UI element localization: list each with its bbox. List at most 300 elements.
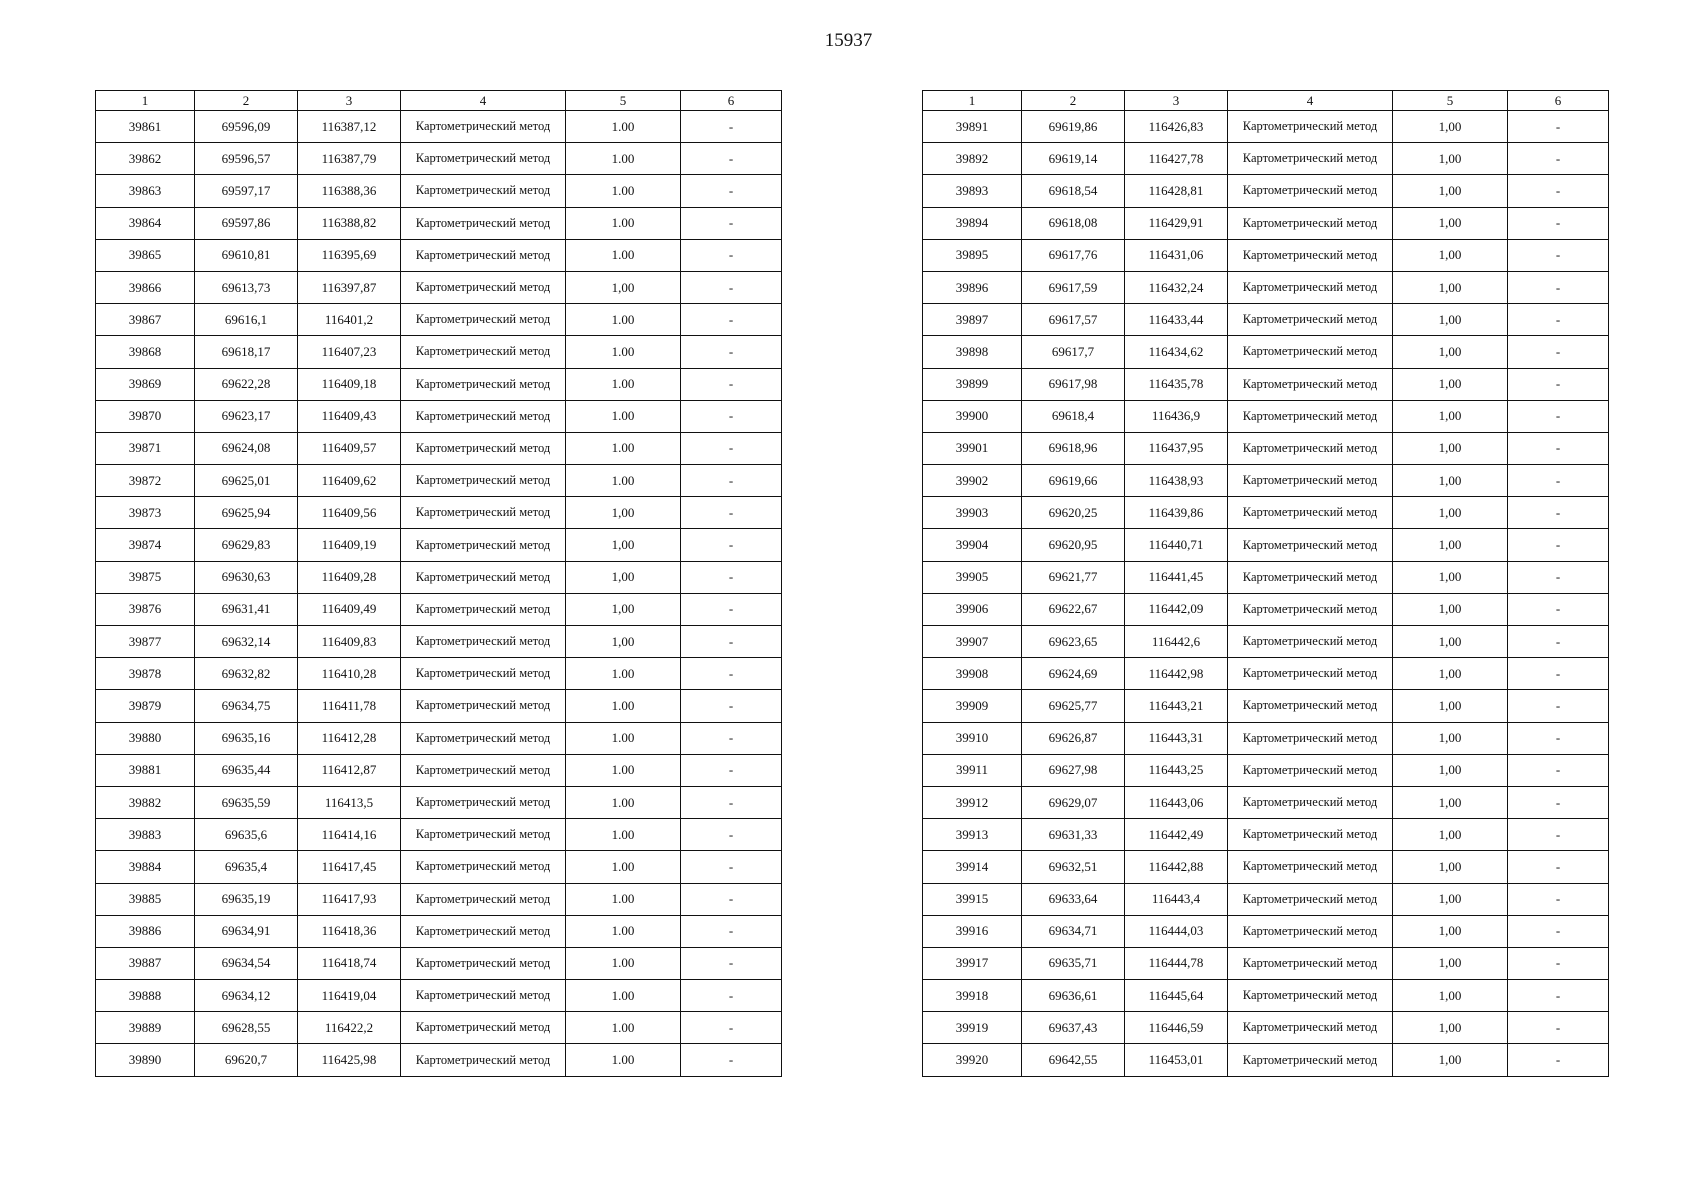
accuracy-cell: 1,00 — [1393, 561, 1508, 593]
y-coordinate-cell: 116410,28 — [298, 658, 401, 690]
note-cell: - — [681, 1012, 782, 1044]
note-cell: - — [681, 851, 782, 883]
point-number-cell: 39902 — [923, 465, 1022, 497]
y-coordinate-cell: 116422,2 — [298, 1012, 401, 1044]
point-number-cell: 39866 — [96, 271, 195, 303]
table-row — [96, 658, 782, 690]
method-cell: Картометрический метод — [401, 400, 566, 432]
accuracy-cell: 1,00 — [566, 497, 681, 529]
table-row — [96, 980, 782, 1012]
method-cell: Картометрический метод — [401, 819, 566, 851]
accuracy-cell: 1.00 — [566, 754, 681, 786]
table-row — [923, 947, 1609, 979]
table-row — [96, 593, 782, 625]
method-cell: Картометрический метод — [1228, 111, 1393, 143]
table-row — [923, 271, 1609, 303]
point-number-cell: 39900 — [923, 400, 1022, 432]
point-number-cell: 39874 — [96, 529, 195, 561]
column-header-4: 4 — [401, 91, 566, 111]
note-cell: - — [1508, 722, 1609, 754]
point-number-cell: 39862 — [96, 143, 195, 175]
y-coordinate-cell: 116417,93 — [298, 883, 401, 915]
table-row — [923, 497, 1609, 529]
y-coordinate-cell: 116395,69 — [298, 239, 401, 271]
table-row — [96, 368, 782, 400]
method-cell: Картометрический метод — [1228, 497, 1393, 529]
method-cell: Картометрический метод — [401, 336, 566, 368]
accuracy-cell: 1,00 — [1393, 497, 1508, 529]
method-cell: Картометрический метод — [1228, 239, 1393, 271]
x-coordinate-cell: 69619,86 — [1022, 111, 1125, 143]
x-coordinate-cell: 69618,54 — [1022, 175, 1125, 207]
x-coordinate-cell: 69626,87 — [1022, 722, 1125, 754]
note-cell: - — [681, 947, 782, 979]
table-header-row — [96, 91, 782, 111]
x-coordinate-cell: 69624,08 — [195, 432, 298, 464]
note-cell: - — [681, 432, 782, 464]
y-coordinate-cell: 116453,01 — [1125, 1044, 1228, 1076]
note-cell: - — [681, 754, 782, 786]
method-cell: Картометрический метод — [401, 432, 566, 464]
point-number-cell: 39889 — [96, 1012, 195, 1044]
note-cell: - — [681, 111, 782, 143]
y-coordinate-cell: 116425,98 — [298, 1044, 401, 1076]
point-number-cell: 39891 — [923, 111, 1022, 143]
accuracy-cell: 1,00 — [1393, 754, 1508, 786]
point-number-cell: 39908 — [923, 658, 1022, 690]
method-cell: Картометрический метод — [1228, 143, 1393, 175]
accuracy-cell: 1,00 — [1393, 1012, 1508, 1044]
y-coordinate-cell: 116438,93 — [1125, 465, 1228, 497]
x-coordinate-cell: 69635,6 — [195, 819, 298, 851]
column-header-1: 1 — [923, 91, 1022, 111]
note-cell: - — [1508, 271, 1609, 303]
method-cell: Картометрический метод — [1228, 304, 1393, 336]
point-number-cell: 39875 — [96, 561, 195, 593]
accuracy-cell: 1.00 — [566, 786, 681, 818]
point-number-cell: 39872 — [96, 465, 195, 497]
x-coordinate-cell: 69617,76 — [1022, 239, 1125, 271]
accuracy-cell: 1.00 — [566, 947, 681, 979]
note-cell: - — [681, 819, 782, 851]
method-cell: Картометрический метод — [1228, 432, 1393, 464]
point-number-cell: 39865 — [96, 239, 195, 271]
method-cell: Картометрический метод — [401, 207, 566, 239]
x-coordinate-cell: 69635,16 — [195, 722, 298, 754]
method-cell: Картометрический метод — [1228, 336, 1393, 368]
method-cell: Картометрический метод — [401, 143, 566, 175]
table-row — [96, 883, 782, 915]
x-coordinate-cell: 69635,59 — [195, 786, 298, 818]
point-number-cell: 39895 — [923, 239, 1022, 271]
point-number-cell: 39898 — [923, 336, 1022, 368]
note-cell: - — [1508, 175, 1609, 207]
method-cell: Картометрический метод — [401, 368, 566, 400]
point-number-cell: 39901 — [923, 432, 1022, 464]
method-cell: Картометрический метод — [1228, 593, 1393, 625]
point-number-cell: 39882 — [96, 786, 195, 818]
x-coordinate-cell: 69619,14 — [1022, 143, 1125, 175]
x-coordinate-cell: 69618,4 — [1022, 400, 1125, 432]
point-number-cell: 39899 — [923, 368, 1022, 400]
x-coordinate-cell: 69596,57 — [195, 143, 298, 175]
x-coordinate-cell: 69620,95 — [1022, 529, 1125, 561]
method-cell: Картометрический метод — [1228, 980, 1393, 1012]
table-row — [923, 626, 1609, 658]
point-number-cell: 39873 — [96, 497, 195, 529]
point-number-cell: 39876 — [96, 593, 195, 625]
table-row — [96, 561, 782, 593]
note-cell: - — [1508, 529, 1609, 561]
table-row — [96, 819, 782, 851]
y-coordinate-cell: 116412,28 — [298, 722, 401, 754]
accuracy-cell: 1.00 — [566, 368, 681, 400]
accuracy-cell: 1.00 — [566, 851, 681, 883]
y-coordinate-cell: 116443,4 — [1125, 883, 1228, 915]
method-cell: Картометрический метод — [1228, 529, 1393, 561]
table-row — [923, 819, 1609, 851]
accuracy-cell: 1,00 — [1393, 1044, 1508, 1076]
note-cell: - — [681, 497, 782, 529]
table-row — [96, 432, 782, 464]
point-number-cell: 39879 — [96, 690, 195, 722]
column-header-3: 3 — [1125, 91, 1228, 111]
x-coordinate-cell: 69616,1 — [195, 304, 298, 336]
note-cell: - — [681, 593, 782, 625]
table-row — [96, 239, 782, 271]
table-row — [923, 239, 1609, 271]
accuracy-cell: 1.00 — [566, 175, 681, 207]
point-number-cell: 39909 — [923, 690, 1022, 722]
accuracy-cell: 1.00 — [566, 336, 681, 368]
y-coordinate-cell: 116443,31 — [1125, 722, 1228, 754]
point-number-cell: 39868 — [96, 336, 195, 368]
method-cell: Картометрический метод — [401, 722, 566, 754]
x-coordinate-cell: 69627,98 — [1022, 754, 1125, 786]
accuracy-cell: 1.00 — [566, 239, 681, 271]
accuracy-cell: 1,00 — [566, 561, 681, 593]
note-cell: - — [1508, 304, 1609, 336]
note-cell: - — [1508, 432, 1609, 464]
method-cell: Картометрический метод — [401, 111, 566, 143]
point-number-cell: 39890 — [96, 1044, 195, 1076]
note-cell: - — [681, 465, 782, 497]
table-row — [96, 304, 782, 336]
method-cell: Картометрический метод — [1228, 883, 1393, 915]
table-row — [96, 1044, 782, 1076]
y-coordinate-cell: 116388,82 — [298, 207, 401, 239]
y-coordinate-cell: 116436,9 — [1125, 400, 1228, 432]
point-number-cell: 39919 — [923, 1012, 1022, 1044]
accuracy-cell: 1,00 — [1393, 819, 1508, 851]
x-coordinate-cell: 69617,59 — [1022, 271, 1125, 303]
y-coordinate-cell: 116409,83 — [298, 626, 401, 658]
point-number-cell: 39880 — [96, 722, 195, 754]
y-coordinate-cell: 116435,78 — [1125, 368, 1228, 400]
y-coordinate-cell: 116442,09 — [1125, 593, 1228, 625]
accuracy-cell: 1.00 — [566, 143, 681, 175]
y-coordinate-cell: 116411,78 — [298, 690, 401, 722]
method-cell: Картометрический метод — [1228, 626, 1393, 658]
note-cell: - — [1508, 111, 1609, 143]
note-cell: - — [1508, 336, 1609, 368]
x-coordinate-cell: 69625,01 — [195, 465, 298, 497]
table-row — [923, 304, 1609, 336]
accuracy-cell: 1.00 — [566, 304, 681, 336]
note-cell: - — [1508, 754, 1609, 786]
table-row — [923, 336, 1609, 368]
method-cell: Картометрический метод — [401, 947, 566, 979]
point-number-cell: 39896 — [923, 271, 1022, 303]
table-row — [923, 111, 1609, 143]
note-cell: - — [1508, 626, 1609, 658]
column-header-5: 5 — [566, 91, 681, 111]
method-cell: Картометрический метод — [401, 626, 566, 658]
method-cell: Картометрический метод — [1228, 368, 1393, 400]
method-cell: Картометрический метод — [401, 883, 566, 915]
accuracy-cell: 1.00 — [566, 111, 681, 143]
note-cell: - — [681, 980, 782, 1012]
coordinates-table-left — [95, 90, 782, 1077]
method-cell: Картометрический метод — [1228, 658, 1393, 690]
y-coordinate-cell: 116409,28 — [298, 561, 401, 593]
accuracy-cell: 1.00 — [566, 883, 681, 915]
note-cell: - — [681, 529, 782, 561]
x-coordinate-cell: 69642,55 — [1022, 1044, 1125, 1076]
y-coordinate-cell: 116401,2 — [298, 304, 401, 336]
method-cell: Картометрический метод — [401, 658, 566, 690]
method-cell: Картометрический метод — [401, 690, 566, 722]
x-coordinate-cell: 69635,71 — [1022, 947, 1125, 979]
y-coordinate-cell: 116443,21 — [1125, 690, 1228, 722]
point-number-cell: 39920 — [923, 1044, 1022, 1076]
y-coordinate-cell: 116442,88 — [1125, 851, 1228, 883]
y-coordinate-cell: 116426,83 — [1125, 111, 1228, 143]
table-row — [96, 754, 782, 786]
x-coordinate-cell: 69620,25 — [1022, 497, 1125, 529]
table-row — [96, 947, 782, 979]
accuracy-cell: 1,00 — [1393, 529, 1508, 561]
table-row — [923, 143, 1609, 175]
accuracy-cell: 1.00 — [566, 915, 681, 947]
note-cell: - — [1508, 690, 1609, 722]
note-cell: - — [681, 1044, 782, 1076]
method-cell: Картометрический метод — [401, 239, 566, 271]
y-coordinate-cell: 116431,06 — [1125, 239, 1228, 271]
x-coordinate-cell: 69620,7 — [195, 1044, 298, 1076]
method-cell: Картометрический метод — [401, 980, 566, 1012]
y-coordinate-cell: 116443,06 — [1125, 786, 1228, 818]
point-number-cell: 39885 — [96, 883, 195, 915]
method-cell: Картометрический метод — [1228, 465, 1393, 497]
point-number-cell: 39881 — [96, 754, 195, 786]
note-cell: - — [681, 271, 782, 303]
accuracy-cell: 1,00 — [1393, 336, 1508, 368]
y-coordinate-cell: 116413,5 — [298, 786, 401, 818]
note-cell: - — [1508, 819, 1609, 851]
method-cell: Картометрический метод — [1228, 819, 1393, 851]
note-cell: - — [681, 175, 782, 207]
accuracy-cell: 1,00 — [1393, 432, 1508, 464]
y-coordinate-cell: 116429,91 — [1125, 207, 1228, 239]
point-number-cell: 39863 — [96, 175, 195, 207]
y-coordinate-cell: 116409,18 — [298, 368, 401, 400]
note-cell: - — [1508, 368, 1609, 400]
column-header-3: 3 — [298, 91, 401, 111]
note-cell: - — [1508, 947, 1609, 979]
y-coordinate-cell: 116409,57 — [298, 432, 401, 464]
point-number-cell: 39864 — [96, 207, 195, 239]
point-number-cell: 39894 — [923, 207, 1022, 239]
accuracy-cell: 1.00 — [566, 819, 681, 851]
accuracy-cell: 1,00 — [1393, 722, 1508, 754]
y-coordinate-cell: 116432,24 — [1125, 271, 1228, 303]
note-cell: - — [681, 368, 782, 400]
table-row — [96, 465, 782, 497]
method-cell: Картометрический метод — [1228, 754, 1393, 786]
point-number-cell: 39892 — [923, 143, 1022, 175]
point-number-cell: 39887 — [96, 947, 195, 979]
y-coordinate-cell: 116407,23 — [298, 336, 401, 368]
accuracy-cell: 1,00 — [1393, 143, 1508, 175]
method-cell: Картометрический метод — [1228, 207, 1393, 239]
y-coordinate-cell: 116388,36 — [298, 175, 401, 207]
x-coordinate-cell: 69632,51 — [1022, 851, 1125, 883]
table-row — [96, 271, 782, 303]
point-number-cell: 39905 — [923, 561, 1022, 593]
accuracy-cell: 1.00 — [566, 722, 681, 754]
point-number-cell: 39917 — [923, 947, 1022, 979]
table-row — [923, 851, 1609, 883]
point-number-cell: 39906 — [923, 593, 1022, 625]
table-row — [923, 980, 1609, 1012]
note-cell: - — [1508, 851, 1609, 883]
coordinates-table-right — [922, 90, 1609, 1077]
accuracy-cell: 1.00 — [566, 980, 681, 1012]
x-coordinate-cell: 69617,98 — [1022, 368, 1125, 400]
x-coordinate-cell: 69617,57 — [1022, 304, 1125, 336]
method-cell: Картометрический метод — [401, 561, 566, 593]
y-coordinate-cell: 116442,6 — [1125, 626, 1228, 658]
column-header-4: 4 — [1228, 91, 1393, 111]
note-cell: - — [681, 336, 782, 368]
method-cell: Картометрический метод — [1228, 1012, 1393, 1044]
x-coordinate-cell: 69632,82 — [195, 658, 298, 690]
y-coordinate-cell: 116418,36 — [298, 915, 401, 947]
x-coordinate-cell: 69634,12 — [195, 980, 298, 1012]
note-cell: - — [681, 207, 782, 239]
method-cell: Картометрический метод — [1228, 851, 1393, 883]
x-coordinate-cell: 69619,66 — [1022, 465, 1125, 497]
y-coordinate-cell: 116387,79 — [298, 143, 401, 175]
note-cell: - — [1508, 465, 1609, 497]
note-cell: - — [1508, 883, 1609, 915]
x-coordinate-cell: 69622,67 — [1022, 593, 1125, 625]
table-row — [923, 400, 1609, 432]
y-coordinate-cell: 116444,78 — [1125, 947, 1228, 979]
table-row — [923, 690, 1609, 722]
accuracy-cell: 1,00 — [1393, 658, 1508, 690]
x-coordinate-cell: 69618,96 — [1022, 432, 1125, 464]
table-row — [923, 593, 1609, 625]
accuracy-cell: 1,00 — [1393, 947, 1508, 979]
y-coordinate-cell: 116439,86 — [1125, 497, 1228, 529]
x-coordinate-cell: 69617,7 — [1022, 336, 1125, 368]
y-coordinate-cell: 116434,62 — [1125, 336, 1228, 368]
x-coordinate-cell: 69630,63 — [195, 561, 298, 593]
page-number: 15937 — [824, 30, 873, 51]
table-row — [96, 207, 782, 239]
accuracy-cell: 1,00 — [1393, 111, 1508, 143]
note-cell: - — [681, 786, 782, 818]
x-coordinate-cell: 69634,54 — [195, 947, 298, 979]
table-row — [923, 465, 1609, 497]
accuracy-cell: 1.00 — [566, 1044, 681, 1076]
accuracy-cell: 1,00 — [1393, 786, 1508, 818]
note-cell: - — [1508, 400, 1609, 432]
point-number-cell: 39913 — [923, 819, 1022, 851]
y-coordinate-cell: 116427,78 — [1125, 143, 1228, 175]
column-header-2: 2 — [1022, 91, 1125, 111]
method-cell: Картометрический метод — [401, 175, 566, 207]
note-cell: - — [681, 883, 782, 915]
table-row — [923, 1044, 1609, 1076]
y-coordinate-cell: 116418,74 — [298, 947, 401, 979]
x-coordinate-cell: 69634,71 — [1022, 915, 1125, 947]
table-row — [923, 658, 1609, 690]
note-cell: - — [681, 722, 782, 754]
table-row — [923, 561, 1609, 593]
accuracy-cell: 1,00 — [1393, 626, 1508, 658]
method-cell: Картометрический метод — [1228, 915, 1393, 947]
accuracy-cell: 1,00 — [1393, 980, 1508, 1012]
column-header-1: 1 — [96, 91, 195, 111]
accuracy-cell: 1.00 — [566, 690, 681, 722]
accuracy-cell: 1,00 — [1393, 175, 1508, 207]
x-coordinate-cell: 69629,83 — [195, 529, 298, 561]
x-coordinate-cell: 69635,19 — [195, 883, 298, 915]
x-coordinate-cell: 69618,08 — [1022, 207, 1125, 239]
method-cell: Картометрический метод — [401, 786, 566, 818]
table-row — [96, 111, 782, 143]
point-number-cell: 39893 — [923, 175, 1022, 207]
y-coordinate-cell: 116397,87 — [298, 271, 401, 303]
note-cell: - — [681, 239, 782, 271]
note-cell: - — [681, 561, 782, 593]
x-coordinate-cell: 69633,64 — [1022, 883, 1125, 915]
note-cell: - — [681, 304, 782, 336]
x-coordinate-cell: 69625,77 — [1022, 690, 1125, 722]
point-number-cell: 39877 — [96, 626, 195, 658]
table-row — [923, 368, 1609, 400]
point-number-cell: 39870 — [96, 400, 195, 432]
method-cell: Картометрический метод — [401, 915, 566, 947]
method-cell: Картометрический метод — [1228, 690, 1393, 722]
note-cell: - — [1508, 1044, 1609, 1076]
point-number-cell: 39912 — [923, 786, 1022, 818]
accuracy-cell: 1,00 — [1393, 883, 1508, 915]
table-row — [96, 851, 782, 883]
x-coordinate-cell: 69635,4 — [195, 851, 298, 883]
y-coordinate-cell: 116441,45 — [1125, 561, 1228, 593]
accuracy-cell: 1,00 — [1393, 304, 1508, 336]
note-cell: - — [1508, 786, 1609, 818]
point-number-cell: 39897 — [923, 304, 1022, 336]
method-cell: Картометрический метод — [1228, 947, 1393, 979]
method-cell: Картометрический метод — [1228, 786, 1393, 818]
note-cell: - — [1508, 915, 1609, 947]
accuracy-cell: 1.00 — [566, 1012, 681, 1044]
